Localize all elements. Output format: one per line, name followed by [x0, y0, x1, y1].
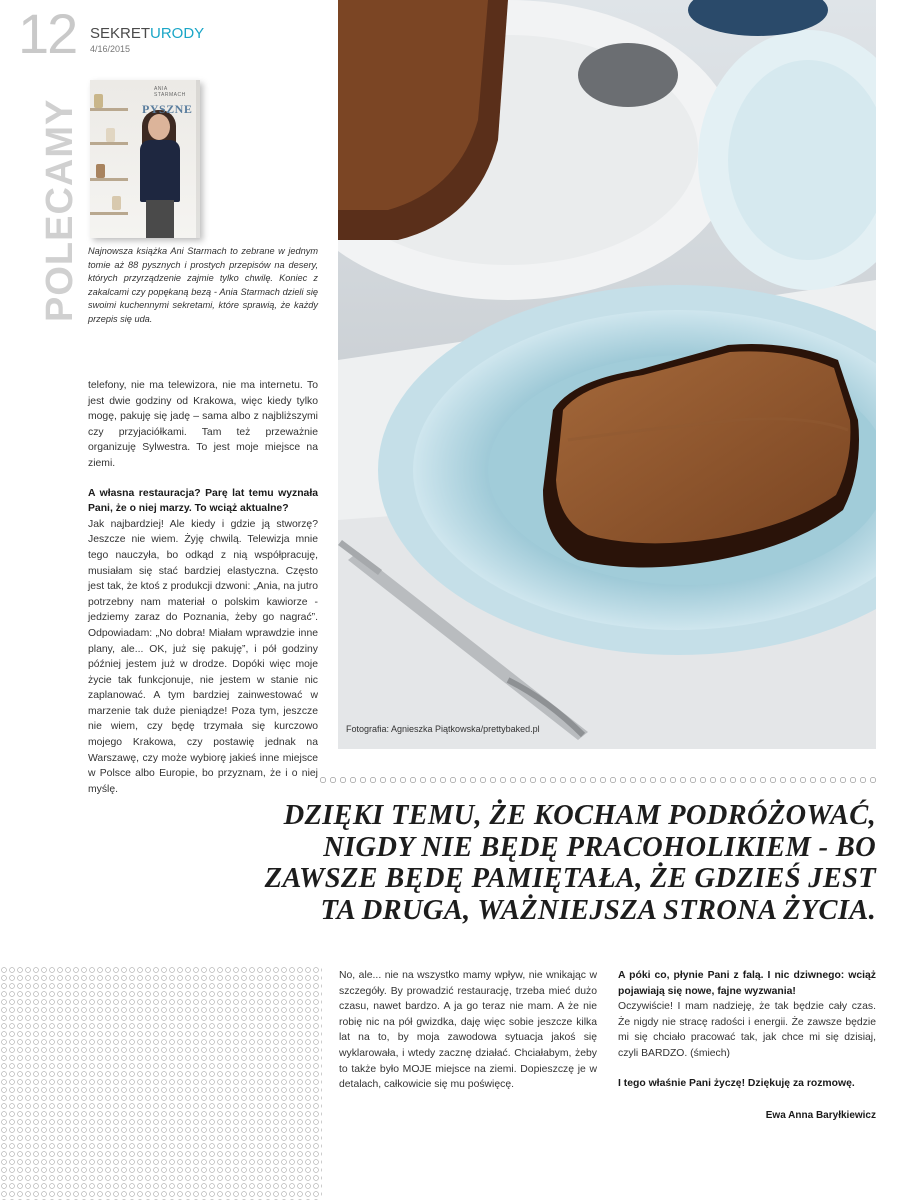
magazine-title-part1: SEKRET [90, 25, 151, 42]
issue-date: 4/16/2015 [90, 44, 131, 54]
paragraph: No, ale... nie na wszystko mamy wpływ, nie wnikając w szczegóły. By prowadzić restaurację, trzeba mieć dużo czasu, nawet bardzo. A ja go teraz nie mam. A że nie robię nic na pół gwizdka, daję więc sobie jeszcze kilka lat na to, by moja zawodowa sytuacja jakoś się wyklarowała, i wtedy zacznę działać. Chciałabym, żeby to także było MOJE miejsce na ziemi. Dopieszczę je w detalach, całkowicie się mu poświęcę. [339, 970, 597, 1091]
section-label: POLECAMY [39, 98, 81, 322]
book-author: ANIA STARMACH [154, 86, 186, 98]
pull-quote-line: NIGDY NIE BĘDĘ PRACOHOLIKIEM - BO [323, 831, 876, 863]
magazine-title [90, 26, 204, 41]
jar-decoration [112, 196, 121, 210]
article-author: Ewa Anna Baryłkiewicz [765, 1110, 876, 1121]
photo-credit: Fotografia: Agnieszka Piątkowska/prettybaked.pl [346, 724, 540, 734]
shelf-decoration [90, 142, 128, 145]
pull-quote-line: TA DRUGA, WAŻNIEJSZA STRONA ŻYCIA. [320, 894, 876, 926]
figure-head [148, 114, 170, 140]
dot-pattern-decoration [0, 966, 322, 1200]
pull-quote [150, 800, 876, 926]
magazine-title-part2: URODY [150, 25, 205, 42]
closing-remark: I tego właśnie Pani życzę! Dziękuję za rozmowę. [618, 1077, 855, 1089]
dotted-divider [318, 775, 876, 785]
book-spine [196, 80, 200, 238]
paragraph: telefony, nie ma telewizora, nie ma internetu. To jest dwie godziny od Krakowa, więc kiedy tylko mogę, pakuję się jadę – sama albo z najbliższymi czy przyjaciółkami. Tam też przeważnie organizuję Sylwestra. To jest moje miejsce na ziemi. [88, 380, 318, 469]
jar-decoration [96, 164, 105, 178]
left-column [88, 378, 318, 811]
interview-question: A własna restauracja? Parę lat temu wyznała Pani, że o niej marzy. To wciąż aktualne? [88, 487, 318, 515]
paragraph: Oczywiście! I mam nadzieję, że tak będzie cały czas. Że nigdy nie stracę radości i energii. Że zawsze będzie mi się chciało pracować tak, jak chce mi się dzisiaj, czyli BARDZO. (śmiech) [618, 1001, 876, 1059]
shelf-decoration [90, 212, 128, 215]
shelf-decoration [90, 178, 128, 181]
shelf-decoration [90, 108, 128, 111]
pull-quote-line: ZAWSZE BĘDĘ PAMIĘTAŁA, ŻE GDZIEŚ JEST [264, 863, 876, 894]
middle-column [339, 968, 597, 1093]
pull-quote-line: DZIĘKI TEMU, ŻE KOCHAM PODRÓŻOWAĆ, [283, 800, 876, 831]
book-caption: Najnowsza książka Ani Starmach to zebrane w jednym tomie aż 88 pysznych i prostych przepisów na desery, których przyrządzenie zajmie tylko chwilę. Koniec z zakalcami czy popękaną bezą - Ania Starmach dzieli się swoimi kuchennymi sekretami, które sprawią, że każdy przepis się uda. [88, 246, 318, 324]
jar-decoration [94, 94, 103, 108]
page-number: 12 [18, 2, 77, 65]
figure-legs [146, 200, 174, 238]
cake-photo [338, 0, 876, 749]
interview-question: A póki co, płynie Pani z falą. I nic dziwnego: wciąż pojawiają się nowe, fajne wyzwania! [618, 970, 876, 997]
cake-photo-illustration [338, 0, 876, 749]
book-title: PYSZNE [142, 102, 193, 116]
figure-body [140, 140, 180, 202]
book-cover-image [90, 80, 200, 238]
paragraph: Jak najbardziej! Ale kiedy i gdzie ją stworzę? Jeszcze nie wiem. Żyję chwilą. Telewizja mnie tego nauczyła, bo odkąd z nią współpracuję, musiałam się stać bardziej elastyczna. Często jest tak, że ktoś z produkcji dzwoni: „Ania, na jutro potrzebny nam materiał o polskim kawiorze - jedziemy zaraz do Poznania, żeby go nagrać”. Odpowiadam: „No dobra! Miałam wprawdzie inne plany, ale... OK, już się pakuję”, i pół godziny później jestem już w drodze. Dopóki więc moje życie tak funkcjonuje, nie jestem w stanie nic zaplanować. A tym bardziej zainwestować w marzenie tak duże pieniądze! Poza tym, jeszcze nie wiem, czy będę trzymała się kurczowo mojego Krakowa, czy postawię jednak na Warszawę, czy może wybiorę jakieś inne miejsce w Polsce albo Europie, bo przyznam, że i o niej myślę. [88, 518, 318, 795]
jar-decoration [106, 128, 115, 142]
right-column [618, 968, 876, 1105]
